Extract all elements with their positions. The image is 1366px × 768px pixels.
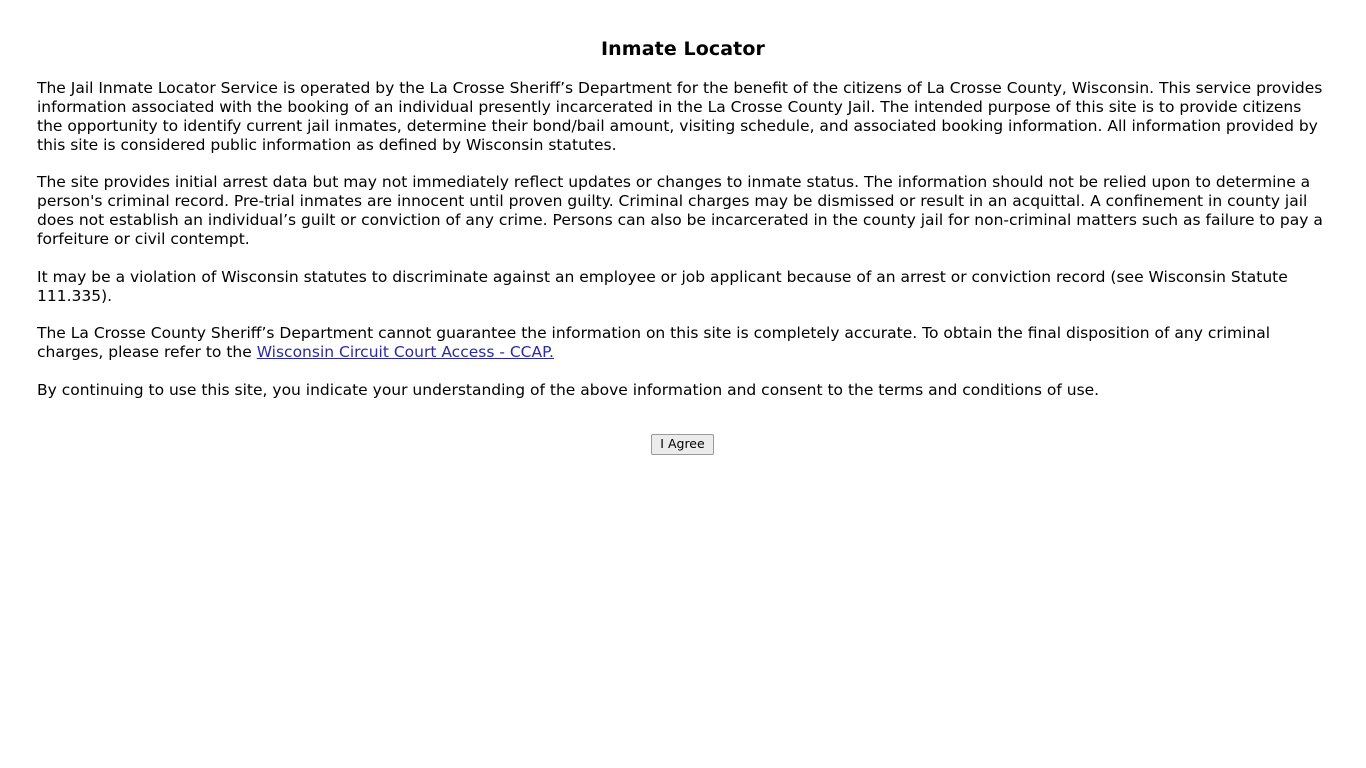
page-title: Inmate Locator: [601, 38, 765, 60]
paragraph-accuracy-disclaimer: [37, 324, 1328, 362]
paragraph-service-description: The Jail Inmate Locator Service is operated by the La Crosse Sheriff’s Department for the benefit of the citizens of La Crosse County, Wisconsin. This service provides information associated with the booking of an individual presently incarcerated in the La Crosse County Jail. The intended purpose of this site is to provide citizens the opportunity to identify current jail inmates, determine their bond/bail amount, visiting schedule, and associated booking information. All information provided by this site is considered public information as defined by Wisconsin statutes.: [37, 79, 1323, 154]
i-agree-button[interactable]: I Agree: [651, 434, 713, 456]
paragraph-consent: By continuing to use this site, you indicate your understanding of the above information and consent to the terms and conditions of use.: [37, 381, 1100, 400]
disclaimer-text-before-link: The La Crosse County Sheriff’s Department cannot guarantee the information on this site is completely accurate. To obtain the final disposition of any criminal charges, please refer to the: [37, 324, 1271, 362]
disclaimer-content: [0, 61, 1366, 455]
agree-button-row: [37, 434, 1328, 456]
ccap-link[interactable]: Wisconsin Circuit Court Access - CCAP.: [256, 343, 554, 362]
paragraph-arrest-data-notice: The site provides initial arrest data but may not immediately reflect updates or changes to inmate status. The information should not be relied upon to determine a person's criminal record. Pre-trial inmates are innocent until proven guilty. Criminal charges may be dismissed or result in an acquittal. A confinement in county jail does not establish an individual’s guilt or conviction of any crime. Persons can also be incarcerated in the county jail for non-criminal matters such as failure to pay a forfeiture or civil contempt.: [37, 173, 1323, 248]
paragraph-discrimination-statute: It may be a violation of Wisconsin statutes to discriminate against an employee or job applicant because of an arrest or conviction record (see Wisconsin Statute 111.335).: [37, 267, 1288, 305]
